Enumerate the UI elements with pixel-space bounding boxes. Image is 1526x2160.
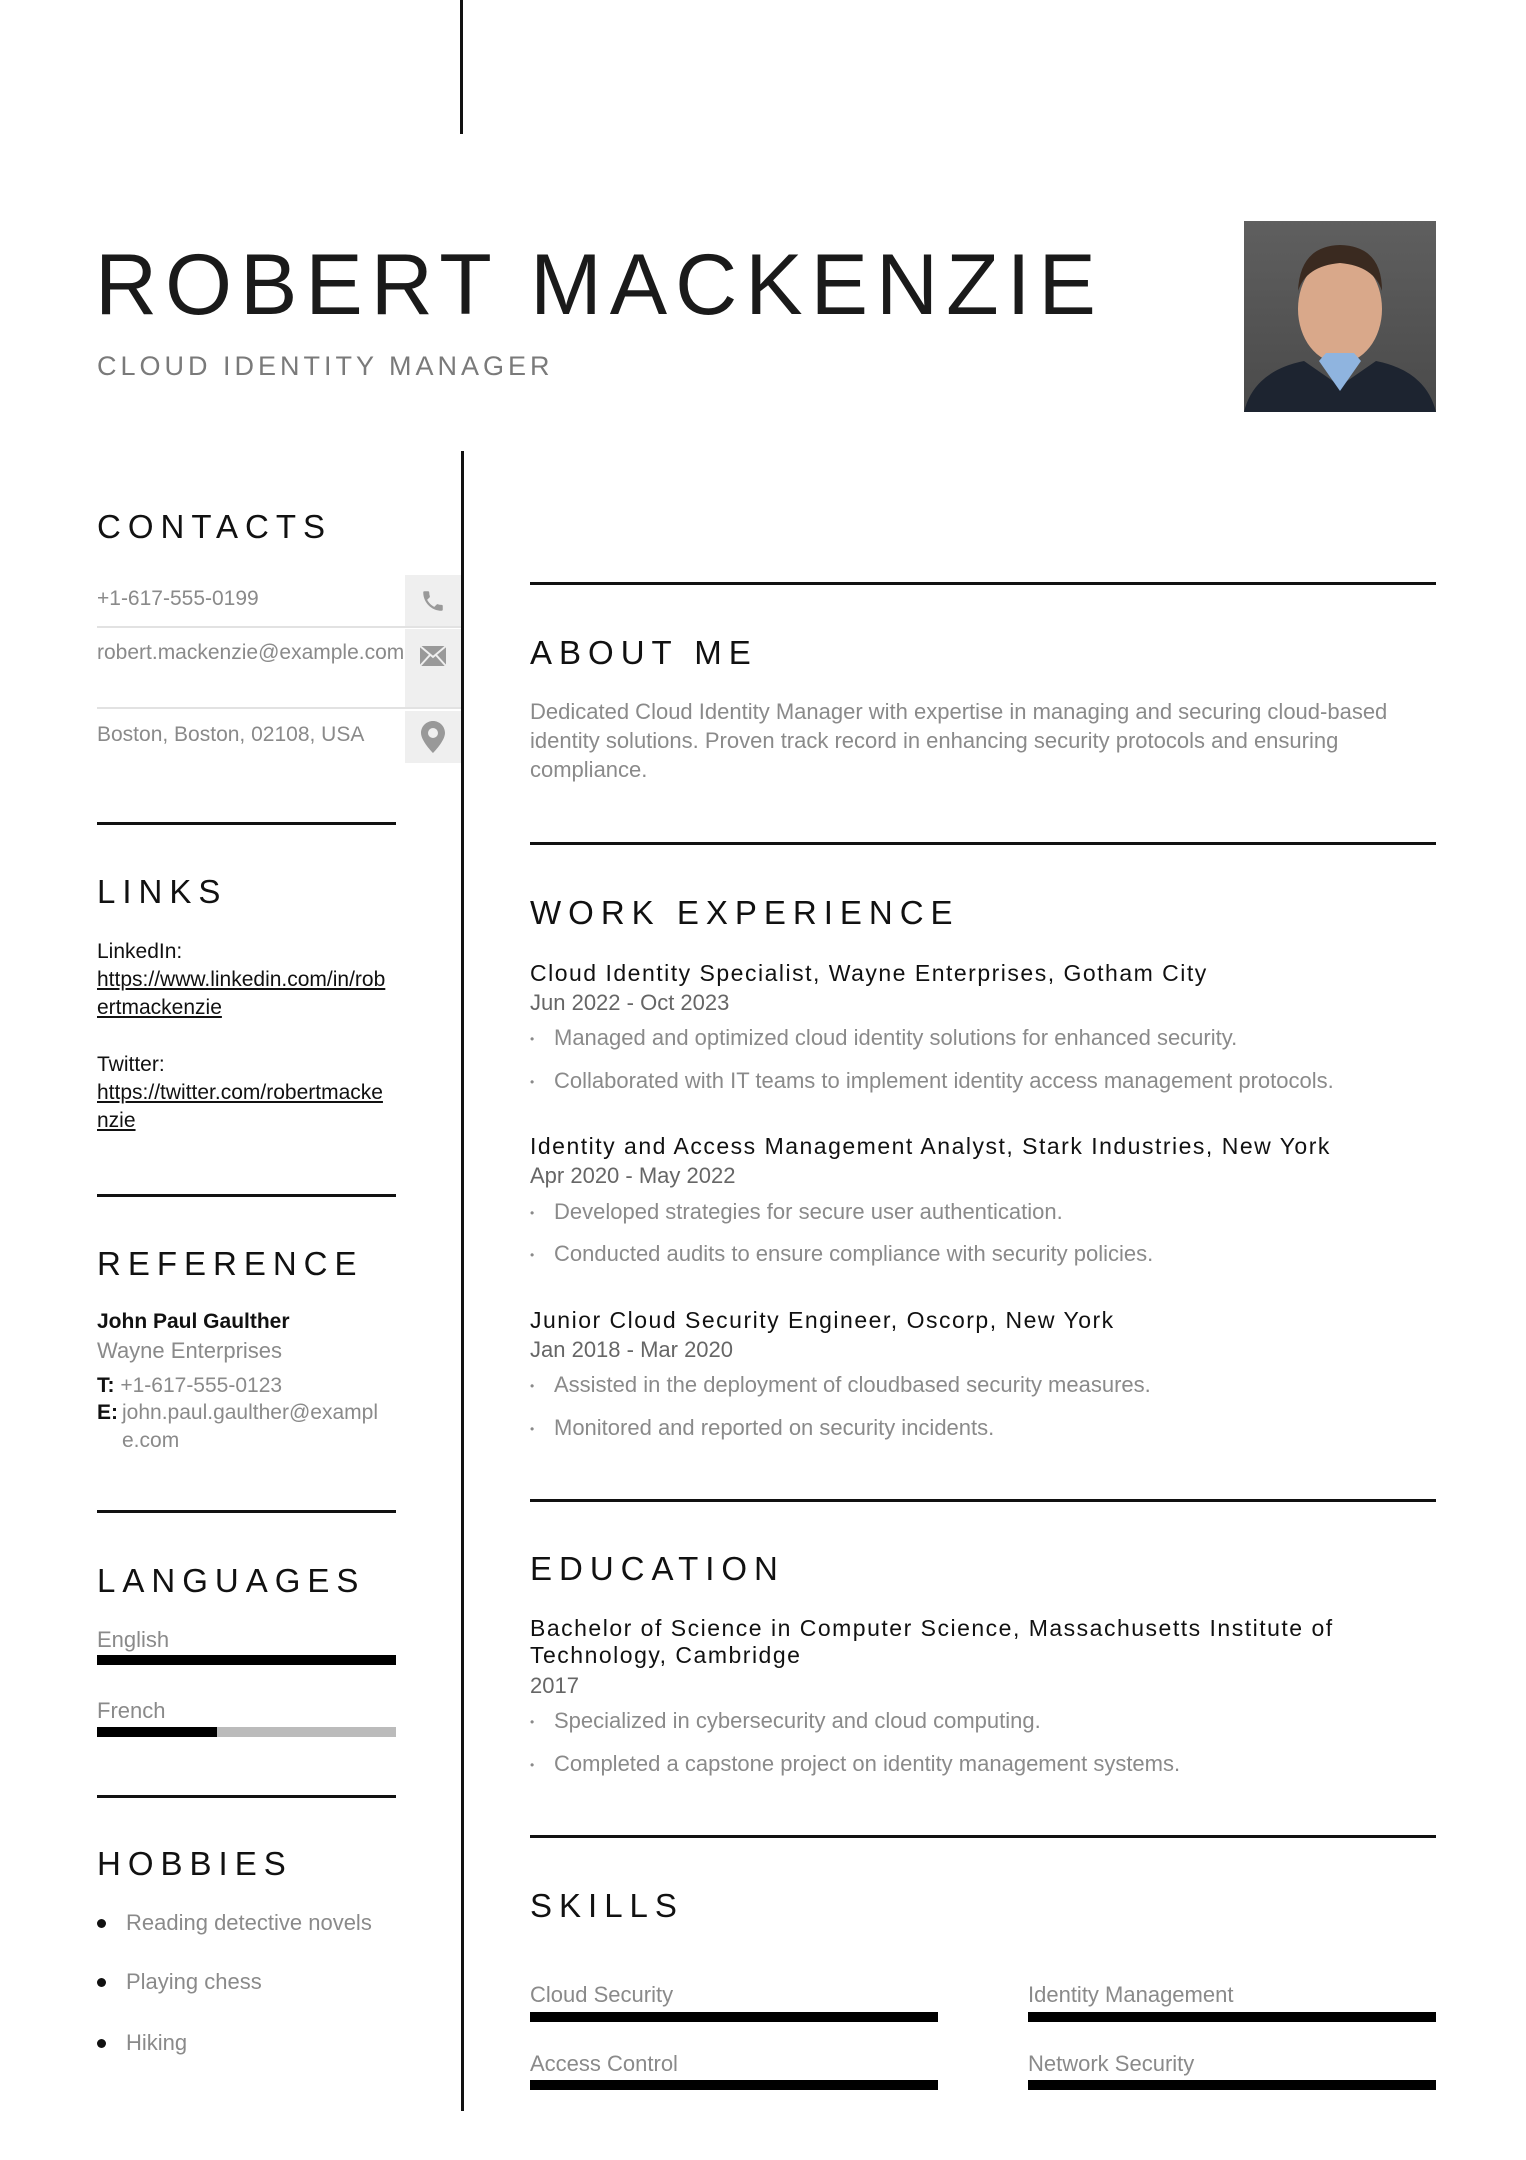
section-divider [530, 842, 1436, 845]
degree-title [530, 1615, 1334, 1669]
about-heading: ABOUT ME [530, 634, 758, 671]
job-bullet [530, 1068, 1334, 1094]
bullet-icon: • [530, 1758, 535, 1773]
bullet-text: Specialized in cybersecurity and cloud computing. [554, 1708, 1041, 1733]
linkedin-label: LinkedIn: [97, 940, 183, 963]
contact-email [97, 629, 461, 709]
section-divider [530, 1835, 1436, 1838]
candidate-name: ROBERT MACKENZIE [95, 237, 1104, 333]
degree-line: Bachelor of Science in Computer Science, Massachusetts Institute of [530, 1615, 1334, 1641]
hobby-text: Hiking [126, 2030, 188, 2055]
reference-phone [97, 1372, 282, 1400]
language-english-label: English [97, 1627, 170, 1652]
about-text [530, 697, 1387, 784]
hobby-item [97, 2030, 187, 2056]
email-text: robert.mackenzie@example.com [97, 641, 405, 664]
job-dates: Jan 2018 - Mar 2020 [530, 1337, 734, 1362]
bullet-icon: • [530, 1715, 535, 1730]
bullet-icon: • [530, 1379, 535, 1394]
column-divider-line [461, 451, 464, 2111]
bullet-text: Collaborated with IT teams to implement identity access management protocols. [554, 1068, 1334, 1093]
links-heading: LINKS [97, 873, 228, 910]
location-pin-icon [405, 711, 461, 763]
section-divider [97, 1510, 396, 1513]
degree-line: Technology, Cambridge [530, 1642, 802, 1668]
contact-address [97, 711, 461, 763]
languages-heading: LANGUAGES [97, 1562, 366, 1599]
skills-heading: SKILLS [530, 1887, 684, 1924]
work-experience-heading: WORK EXPERIENCE [530, 894, 960, 931]
bullet-text: Completed a capstone project on identity management systems. [554, 1751, 1181, 1776]
links-block [97, 938, 387, 1135]
bullet-text: Conducted audits to ensure compliance with security policies. [554, 1241, 1154, 1266]
job-bullet [530, 1199, 1063, 1225]
skill-bar [530, 2080, 938, 2090]
job-bullet [530, 1372, 1151, 1398]
twitter-link[interactable]: https://twitter.com/robertmackenzie [97, 1081, 383, 1132]
about-line: identity solutions. Proven track record in enhancing security protocols and ensuring [530, 728, 1339, 753]
bullet-icon [97, 2039, 106, 2048]
bullet-icon: • [530, 1248, 535, 1263]
skill-label: Access Control [530, 2051, 678, 2076]
language-french-label: French [97, 1698, 166, 1723]
bullet-text: Monitored and reported on security incidents. [554, 1415, 995, 1440]
education-bullet [530, 1751, 1180, 1777]
bullet-icon [97, 1919, 106, 1928]
hobbies-heading: HOBBIES [97, 1845, 293, 1882]
hobby-text: Playing chess [126, 1969, 262, 1994]
education-year: 2017 [530, 1673, 579, 1698]
hobby-text: Reading detective novels [126, 1910, 372, 1935]
phone-text: +1-617-555-0199 [97, 587, 259, 610]
job-dates: Apr 2020 - May 2022 [530, 1163, 736, 1188]
job-bullet [530, 1241, 1153, 1267]
section-divider [530, 1499, 1436, 1502]
job-bullet [530, 1415, 994, 1441]
skill-label: Network Security [1028, 2051, 1195, 2076]
bullet-icon: • [530, 1032, 535, 1047]
job-title: Cloud Identity Specialist, Wayne Enterprises, Gotham City [530, 960, 1208, 986]
section-divider [97, 822, 396, 825]
reference-company: Wayne Enterprises [97, 1338, 283, 1363]
section-divider [530, 582, 1436, 585]
phone-icon [405, 575, 461, 626]
reference-phone-value: +1-617-555-0123 [120, 1374, 283, 1397]
education-heading: EDUCATION [530, 1550, 785, 1587]
twitter-label: Twitter: [97, 1053, 165, 1076]
reference-email-value: john.paul.gaulther@example.com [122, 1401, 378, 1452]
contacts-heading: CONTACTS [97, 508, 333, 545]
job-title: CLOUD IDENTITY MANAGER [97, 351, 554, 381]
hobby-item [97, 1969, 262, 1995]
language-french-bar [97, 1727, 396, 1737]
about-line: Dedicated Cloud Identity Manager with expertise in managing and securing cloud-based [530, 699, 1388, 724]
phone-label: T: [97, 1374, 115, 1397]
job-title: Junior Cloud Security Engineer, Oscorp, New York [530, 1307, 1115, 1333]
top-divider-line [460, 0, 463, 134]
contact-phone [97, 575, 461, 628]
about-line: compliance. [530, 757, 648, 782]
reference-email [97, 1399, 397, 1455]
reference-heading: REFERENCE [97, 1245, 364, 1282]
linkedin-link[interactable]: https://www.linkedin.com/in/robertmackenzie [97, 968, 386, 1019]
email-label: E: [97, 1401, 118, 1424]
bullet-text: Managed and optimized cloud identity solutions for enhanced security. [554, 1025, 1238, 1050]
skill-label: Cloud Security [530, 1982, 674, 2007]
bullet-text: Developed strategies for secure user authentication. [554, 1199, 1063, 1224]
bullet-icon: • [530, 1075, 535, 1090]
section-divider [97, 1795, 396, 1798]
job-bullet [530, 1025, 1237, 1051]
address-text: Boston, Boston, 02108, USA [97, 723, 365, 746]
reference-name: John Paul Gaulther [97, 1310, 290, 1333]
skill-bar [1028, 2012, 1436, 2022]
bullet-icon: • [530, 1206, 535, 1221]
bullet-icon [97, 1978, 106, 1987]
education-bullet [530, 1708, 1041, 1734]
job-dates: Jun 2022 - Oct 2023 [530, 990, 730, 1015]
bullet-icon: • [530, 1422, 535, 1437]
hobby-item [97, 1910, 372, 1936]
section-divider [97, 1194, 396, 1197]
profile-photo [1244, 221, 1436, 412]
skill-label: Identity Management [1028, 1982, 1234, 2007]
skill-bar [1028, 2080, 1436, 2090]
language-english-bar [97, 1655, 396, 1665]
bullet-text: Assisted in the deployment of cloudbased security measures. [554, 1372, 1151, 1397]
envelope-icon [405, 629, 461, 707]
skill-bar [530, 2012, 938, 2022]
job-title: Identity and Access Management Analyst, Stark Industries, New York [530, 1133, 1331, 1159]
